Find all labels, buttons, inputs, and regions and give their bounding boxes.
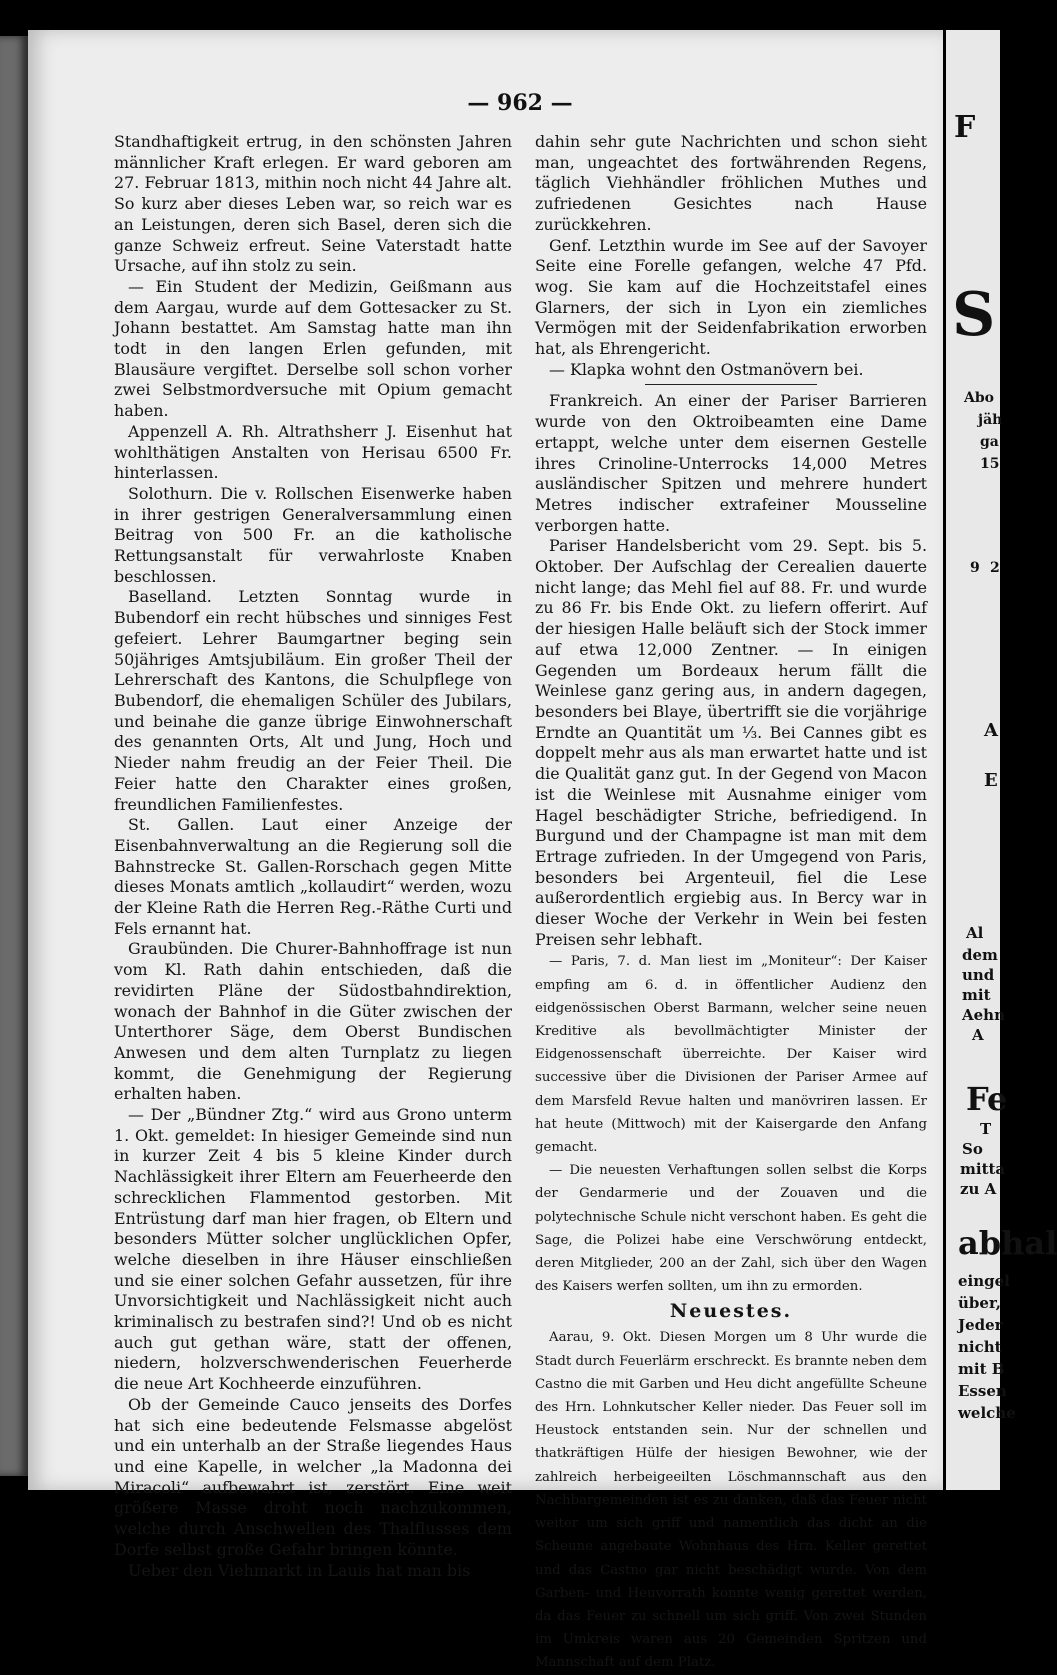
book-binding-edge xyxy=(0,36,28,1476)
right-column xyxy=(535,132,927,1675)
left-paragraph-9: Ob der Gemeinde Cauco jenseits des Dorfes hat sich eine bedeutende Felsmasse abgelöst und ein unterhalb an der Straße liegendes Haus und eine Kapelle, in welcher „la Madonna dei Miracoli“ aufbewahrt ist, zerstört. Eine weit größere Masse droht noch nachzukommen, welche durch Anschwellen des Thalflusses dem Dorfe selbst große Gefahr bringen könnte. xyxy=(114,1394,512,1559)
left-paragraph-7: Graubünden. Die Churer-Bahnhoffrage ist nun vom Kl. Rath dahin entschieden, daß die revidirten Pläne der Südostbahndirektion, wonach der Bahnhof in die Güter zwischen der Unterthorer Säge, dem Oberst Bundischen Anwesen und dem alten Turnplatz zu liegen kommt, die Genehmigung der Regierung erhalten haben. xyxy=(114,939,512,1104)
neighbor-fragment: A xyxy=(984,720,998,741)
neighbor-fragment: und xyxy=(962,966,995,984)
neighbor-fragment: mit xyxy=(962,986,991,1004)
neighbor-page-edge xyxy=(946,30,1057,1490)
neighbor-fragment: So xyxy=(962,1140,983,1158)
neighbor-fragment: 2 xyxy=(990,560,1000,576)
neighbor-fragment: 15 xyxy=(980,456,1000,472)
neighbor-fragment: Jeder xyxy=(958,1316,1003,1334)
neighbor-fragment: Al xyxy=(966,924,984,942)
neighbor-fragment: F xyxy=(954,110,976,145)
left-paragraph-8: — Der „Bündner Ztg.“ wird aus Grono unterm 1. Okt. gemeldet: In hiesiger Gemeinde sind nun in kurzer Zeit 4 bis 5 kleine Kinder durch Nachlässigkeit ihrer Eltern am Feuerheerde den schrecklichen Flammentod gestorben. Mit Entrüstung darf man hier fragen, ob Eltern und besonders Mütter solcher unglücklichen Opfer, welche dieselben in ihre Häuser einschließen und sie einer solchen Gefahr aussetzen, für ihre Unvorsichtigkeit und Nachlässigkeit nicht auch kriminalisch zu bestrafen sind?! Und ob es nicht auch gut gethan wäre, statt der offenen, niedern, holzverschwenderischen Feuerherde die neue Art Kochheerde einzuführen. xyxy=(114,1105,512,1394)
neighbor-fragment: nicht xyxy=(958,1338,1002,1356)
right-paragraph-3: — Klapka wohnt den Ostmanövern bei. xyxy=(549,359,864,379)
france-paragraph-1: Frankreich. An einer der Pariser Barrieren wurde von den Oktroibeamten eine Dame ertappt, welche unter dem eisernen Gestelle ihres Crinoline-Unterrocks 14,000 Metres ausländischer Spitzen und mehrere hundert Metres indischer extrafeiner Mousseline verborgen hatte. xyxy=(535,391,927,535)
neighbor-fragment: T xyxy=(980,1120,992,1138)
neighbor-fragment: Aehn xyxy=(962,1006,1005,1024)
neighbor-fragment: zu A xyxy=(960,1180,997,1198)
left-paragraph-2: — Ein Student der Medizin, Geißmann aus dem Aargau, wurde auf dem Gottesacker zu St. Johann bestattet. Am Samstag hatte man ihn todt in den langen Erlen gefunden, mit Blausäure vergiftet. Derselbe soll schon vorher zwei Selbstmordversuche mit Opium gemacht haben. xyxy=(114,276,512,421)
neighbor-fragment: ga xyxy=(980,434,999,450)
neighbor-fragment: eingel xyxy=(958,1272,1010,1290)
neuestes-paragraph: Aarau, 9. Okt. Diesen Morgen um 8 Uhr wurde die Stadt durch Feuerlärm erschreckt. Es brannte neben dem Castno die mit Garben und Heu dicht angefüllte Scheune des Hrn. Lohnkutscher Keller nieder. Das Feuer soll im Heustock entstanden sein. Nur der schnellen und thatkräftigen Hülfe der hiesigen Bewohner, wie der zahlreich herbeigeeilten Löschmannschaft aus den Nachbargemeinden ist es zu danken, daß das Feuer nicht weiter um sich griff und namentlich das dicht an die Scheune angebaute Wohnhaus des Hrn. Keller gerettet und das Castno gar nicht beschädigt wurde. Von dem Garben- und Heuvorrath konnte wenig gerettet werden, da das Feuer zu schnell um sich griff. Von zwei Stunden im Umkreis waren aus 20 Gemeinden Spritzen und Mannschaft auf dem Platz. xyxy=(535,1330,927,1671)
neighbor-fragment: A xyxy=(972,1026,984,1044)
left-column xyxy=(114,132,512,1581)
left-paragraph-4: Solothurn. Die v. Rollschen Eisenwerke haben in ihrer gestrigen Generalversammlung einen Beitrag von 500 Fr. an die katholische Rettungsanstalt für verwahrloste Knaben beschlossen. xyxy=(114,483,512,586)
left-paragraph-3: Appenzell A. Rh. Altrathsherr J. Eisenhut hat wohlthätigen Anstalten von Herisau 6500 Fr. hinterlassen. xyxy=(114,421,512,483)
left-paragraph-1: Standhaftigkeit ertrug, in den schönsten Jahren männlicher Kraft erlegen. Er ward geboren am 27. Februar 1813, mithin noch nicht 44 Jahre alt. So kurz aber dieses Leben war, so reich war es an Leistungen, deren sich Basel, deren sich die ganze Schweiz erfreut. Seine Vaterstadt hatte Ursache, auf ihn stolz zu sein. xyxy=(114,132,512,276)
neighbor-fragment: abhal xyxy=(958,1224,1057,1262)
neighbor-fragment: S xyxy=(952,280,996,350)
france-paragraph-2: Pariser Handelsbericht vom 29. Sept. bis 5. Oktober. Der Aufschlag der Cerealien dauerte nicht lange; das Mehl fiel auf 88. Fr. und wurde zu 86 Fr. bis Ende Okt. zu liefern offerirt. Auf der hiesigen Halle beläuft sich der Stock immer auf etwa 12,000 Zentner. — In einigen Gegenden um Bordeaux herum fällt die Weinlese ganz gering aus, in andern dagegen, besonders bei Blaye, übertrifft sie die vorjährige Erndte an Quantität um ⅓. Bei Cannes gibt es doppelt mehr aus als man erwartet hatte und ist die Qualität ganz gut. In der Gegend von Macon ist die Weinlese mit Ausnahme einiger vom Hagel beschädigter Striche, befriedigend. In Burgund und der Champagne ist man mit dem Ertrage zufrieden. In der Umgegend von Paris, besonders bei Argenteuil, fiel die Lese außerordentlich ergiebig aus. In Bercy war in dieser Woche der Verkehr in Wein bei festen Preisen sehr lebhaft. xyxy=(535,536,927,949)
left-paragraph-6: St. Gallen. Laut einer Anzeige der Eisenbahnverwaltung an die Regierung soll die Bahnstrecke St. Gallen-Rorschach gegen Mitte dieses Monats amtlich „kollaudirt“ werden, wozu der Kleine Rath die Herren Reg.-Räthe Curti und Fels ernannt hat. xyxy=(114,815,512,938)
neighbor-fragment: über, xyxy=(958,1294,1001,1312)
neighbor-fragment: welche xyxy=(958,1404,1016,1422)
page-number: — 962 — xyxy=(467,90,573,116)
neighbor-fragment: Abo xyxy=(964,390,994,406)
neuestes-heading: Neuestes. xyxy=(669,1300,793,1323)
right-paragraph-2: Genf. Letzthin wurde im See auf der Savoyer Seite eine Forelle gefangen, welche 47 Pfd. wog. Sie kam auf die Hochzeitstafel eines Glarners, der sich in Lyon ein ziemliches Vermögen mit der Seidenfabrikation erworben hat, als Ehrengericht. xyxy=(535,235,927,359)
left-paragraph-10: Ueber den Viehmarkt in Lauis hat man bis xyxy=(128,1560,471,1580)
neighbor-fragment: mitta xyxy=(960,1160,1006,1178)
right-paragraph-1: dahin sehr gute Nachrichten und schon sieht man, ungeachtet des fortwährenden Regens, täglich Viehhändler fröhlichen Muthes und zufriedenen Gesichtes nach Hause zurückkehren. xyxy=(535,132,927,234)
neighbor-fragment: jäh xyxy=(978,412,1003,428)
paris-news-paragraph-2: — Die neuesten Verhaftungen sollen selbst die Korps der Gendarmerie und der Zouaven und die polytechnische Schule nicht verschont haben. Es geht die Sage, die Polizei habe eine Verschwörung entdeckt, deren Mitglieder, 200 an der Zahl, sich über den Wagen des Kaisers werfen sollten, um ihn zu ermorden. xyxy=(535,1163,927,1295)
neighbor-fragment: E xyxy=(984,770,998,791)
neighbor-fragment: Fe xyxy=(966,1080,1008,1118)
section-divider xyxy=(645,384,817,385)
neighbor-fragment: Essen xyxy=(958,1382,1007,1400)
neighbor-fragment: mit B xyxy=(958,1360,1005,1378)
paris-news-paragraph-1: — Paris, 7. d. Man liest im „Moniteur“: Der Kaiser empfing am 6. d. in öffentlicher Audienz den eidgenössischen Oberst Barmann, welcher seine neuen Kreditive als bevollmächtigter Minister der Eidgenossenschaft überreichte. Der Kaiser wird successive über die Divisionen der Pariser Armee auf dem Marsfeld Revue halten und manövriren lassen. Er hat heute (Mittwoch) mit der Kaisergarde den Anfang gemacht. xyxy=(535,954,927,1156)
left-paragraph-5: Baselland. Letzten Sonntag wurde in Bubendorf ein recht hübsches und sinniges Fest gefeiert. Lehrer Baumgartner beging sein 50jähriges Amtsjubiläum. Ein großer Theil der Lehrerschaft des Kantons, die Schulpflege von Bubendorf, die ehemaligen Schüler des Jubilars, und beinahe die ganze übrige Einwohnerschaft des genannten Orts, Alt und Jung, Hoch und Nieder nahm freudig an der Feier Theil. Die Feier hatte den Charakter eines großen, freundlichen Familienfestes. xyxy=(114,587,512,814)
neighbor-fragment: 9 xyxy=(970,560,980,576)
neighbor-fragment: dem xyxy=(962,946,998,964)
